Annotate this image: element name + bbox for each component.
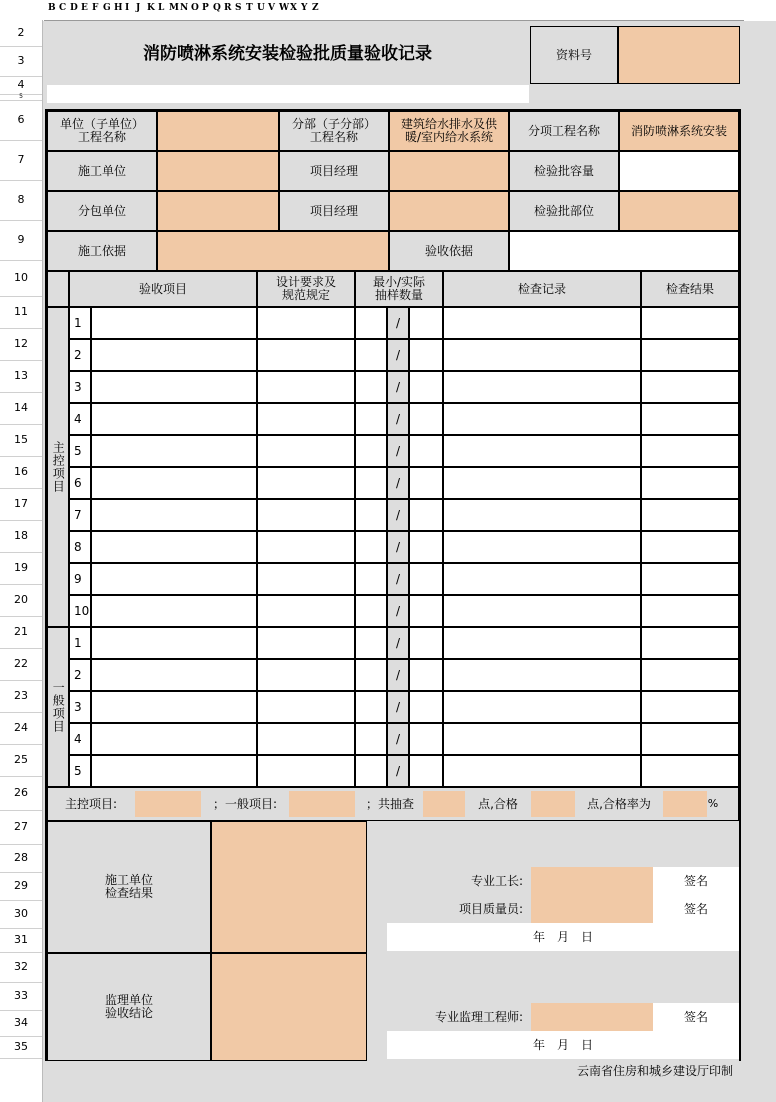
row-index: 6 [69, 467, 91, 499]
sample-slash: / [387, 627, 409, 659]
row-index: 8 [69, 531, 91, 563]
summary-total-field[interactable] [423, 791, 465, 817]
sample-slash: / [387, 595, 409, 627]
row-number[interactable]: 23 [0, 680, 42, 713]
item-name-field[interactable] [91, 531, 257, 563]
result-field[interactable] [641, 595, 739, 627]
row-number[interactable]: 25 [0, 744, 42, 777]
item-name-field[interactable] [91, 467, 257, 499]
engineer-label: 专业监理工程师: [434, 1009, 523, 1024]
design-field[interactable] [257, 467, 355, 499]
result-field[interactable] [641, 563, 739, 595]
summary-main-label: 主控项目: [64, 796, 118, 811]
summary-passed-label: 点,合格 [478, 796, 518, 811]
min-sample-field[interactable] [355, 723, 387, 755]
row-number[interactable]: 33 [0, 982, 42, 1011]
result-field[interactable] [641, 307, 739, 339]
row-index: 10 [69, 595, 91, 627]
design-field[interactable] [257, 339, 355, 371]
column-letter[interactable]: K [147, 3, 155, 13]
sample-slash: / [387, 691, 409, 723]
actual-sample-field[interactable] [409, 691, 443, 723]
column-letter[interactable]: F [92, 3, 99, 13]
column-header-bar [44, 0, 744, 21]
supervisor-check-label: 监理单位 验收结论 [47, 953, 211, 1061]
record-field[interactable] [443, 691, 641, 723]
summary-total-label: ；共抽查 [365, 796, 414, 811]
design-field[interactable] [257, 691, 355, 723]
design-field[interactable] [257, 403, 355, 435]
actual-sample-field[interactable] [409, 755, 443, 787]
design-field[interactable] [257, 531, 355, 563]
acc-basis-field[interactable] [509, 231, 739, 271]
record-field[interactable] [443, 531, 641, 563]
design-field[interactable] [257, 755, 355, 787]
min-sample-field[interactable] [355, 691, 387, 723]
result-field[interactable] [641, 627, 739, 659]
result-field[interactable] [641, 723, 739, 755]
summary-main-field[interactable] [135, 791, 201, 817]
qc-field[interactable] [531, 895, 653, 923]
item-name-field[interactable] [91, 627, 257, 659]
actual-sample-field[interactable] [409, 595, 443, 627]
column-letter[interactable]: Z [312, 3, 319, 13]
result-field[interactable] [641, 403, 739, 435]
sample-slash: / [387, 499, 409, 531]
column-letter[interactable]: U [257, 3, 265, 13]
corner-cell [47, 271, 69, 307]
constructor-field[interactable] [157, 151, 279, 191]
record-field[interactable] [443, 371, 641, 403]
column-letter[interactable]: S [235, 3, 242, 13]
min-sample-field[interactable] [355, 659, 387, 691]
row-number[interactable]: 35 [0, 1036, 42, 1059]
actual-sample-field[interactable] [409, 627, 443, 659]
constructor-date[interactable]: 年 月 日 [387, 923, 739, 951]
capacity-field[interactable] [619, 151, 739, 191]
qc-sign[interactable]: 签名 [653, 895, 739, 923]
row-index: 5 [69, 435, 91, 467]
row-number[interactable]: 13 [0, 360, 42, 393]
actual-sample-field[interactable] [409, 307, 443, 339]
row-number[interactable]: 34 [0, 1010, 42, 1037]
summary-percent: % [707, 797, 719, 811]
result-field[interactable] [641, 499, 739, 531]
actual-sample-field[interactable] [409, 339, 443, 371]
design-field[interactable] [257, 307, 355, 339]
min-sample-field[interactable] [355, 371, 387, 403]
column-letter[interactable]: C [59, 3, 67, 13]
capacity-label: 检验批容量 [509, 151, 619, 191]
record-field[interactable] [443, 723, 641, 755]
item-name-field[interactable] [91, 691, 257, 723]
sample-slash: / [387, 563, 409, 595]
row-index: 7 [69, 499, 91, 531]
sheet [43, 21, 776, 1102]
header-result: 检查结果 [641, 271, 739, 307]
row-index: 3 [69, 371, 91, 403]
row-index: 2 [69, 339, 91, 371]
row-header-bar [0, 20, 43, 1102]
record-field[interactable] [443, 563, 641, 595]
sample-slash: / [387, 755, 409, 787]
general-label [47, 627, 69, 787]
summary-rate-label: 点,合格率为 [587, 796, 651, 811]
min-sample-field[interactable] [355, 467, 387, 499]
record-field[interactable] [443, 659, 641, 691]
record-field[interactable] [443, 755, 641, 787]
row-index: 1 [69, 307, 91, 339]
basis-field[interactable] [157, 231, 389, 271]
column-letter[interactable]: O [191, 3, 199, 13]
min-sample-field[interactable] [355, 755, 387, 787]
row-number[interactable]: 4 [0, 76, 42, 95]
row-number[interactable]: 19 [0, 552, 42, 585]
foreman-label: 专业工长: [470, 873, 523, 888]
pm-label-2: 项目经理 [279, 191, 389, 231]
item-name-field[interactable] [91, 595, 257, 627]
actual-sample-field[interactable] [409, 499, 443, 531]
min-sample-field[interactable] [355, 339, 387, 371]
part-field[interactable] [619, 191, 739, 231]
actual-sample-field[interactable] [409, 659, 443, 691]
header-record: 检查记录 [443, 271, 641, 307]
column-letter[interactable]: B [48, 3, 56, 13]
main-control-text: 主控项目 [51, 441, 66, 493]
row-number[interactable]: 2 [0, 20, 42, 47]
row-index: 4 [69, 723, 91, 755]
column-letter[interactable]: P [202, 3, 209, 13]
item-name-field[interactable] [91, 723, 257, 755]
supervisor-date[interactable]: 年 月 日 [387, 1031, 739, 1059]
actual-sample-field[interactable] [409, 531, 443, 563]
row-number[interactable]: 3 [0, 46, 42, 77]
record-field[interactable] [443, 499, 641, 531]
row-index: 1 [69, 627, 91, 659]
sample-slash: / [387, 435, 409, 467]
min-sample-field[interactable] [355, 435, 387, 467]
result-field[interactable] [641, 755, 739, 787]
pm-label-1: 项目经理 [279, 151, 389, 191]
row-index: 3 [69, 691, 91, 723]
row-number[interactable]: 5 [0, 94, 42, 101]
result-field[interactable] [641, 659, 739, 691]
actual-sample-field[interactable] [409, 563, 443, 595]
engineer-sign[interactable]: 签名 [653, 1003, 739, 1031]
engineer-field[interactable] [531, 1003, 653, 1031]
column-letter[interactable]: Y [301, 3, 308, 13]
summary-general-field[interactable] [289, 791, 355, 817]
row-number[interactable]: 7 [0, 140, 42, 181]
column-letter[interactable]: N [180, 3, 189, 13]
unit-project-field[interactable] [157, 111, 279, 151]
supervisor-check-field[interactable] [211, 953, 367, 1061]
item-name-field[interactable] [91, 435, 257, 467]
column-letter[interactable]: J [136, 3, 141, 13]
qc-label: 项目质量员: [458, 901, 523, 916]
foreman-sign[interactable]: 签名 [653, 867, 739, 895]
actual-sample-field[interactable] [409, 371, 443, 403]
row-number[interactable]: 26 [0, 776, 42, 811]
column-letter[interactable]: M [169, 3, 179, 13]
row-number[interactable]: 12 [0, 328, 42, 361]
sample-slash: / [387, 371, 409, 403]
actual-sample-field[interactable] [409, 467, 443, 499]
item-name-field[interactable] [91, 307, 257, 339]
row-number[interactable]: 6 [0, 100, 42, 141]
row-number[interactable]: 9 [0, 220, 42, 261]
main-control-label [47, 307, 69, 627]
row-number[interactable]: 11 [0, 296, 42, 329]
record-field[interactable] [443, 435, 641, 467]
sub-project-label: 分部（子分部） 工程名称 [279, 111, 389, 151]
row-index: 2 [69, 659, 91, 691]
sample-slash: / [387, 307, 409, 339]
row-number[interactable]: 8 [0, 180, 42, 221]
column-letter[interactable]: I [125, 3, 130, 13]
item-name-field[interactable] [91, 339, 257, 371]
sample-slash: / [387, 467, 409, 499]
row-number[interactable]: 10 [0, 260, 42, 297]
row-number[interactable]: 30 [0, 900, 42, 929]
row-number[interactable]: 22 [0, 648, 42, 681]
pm-field-1[interactable] [389, 151, 509, 191]
row-number[interactable]: 31 [0, 928, 42, 953]
column-letter[interactable]: Q [213, 3, 221, 13]
min-sample-field[interactable] [355, 531, 387, 563]
row-number[interactable]: 24 [0, 712, 42, 745]
row-number[interactable]: 32 [0, 952, 42, 983]
design-field[interactable] [257, 659, 355, 691]
general-text: 一般项目 [51, 681, 66, 733]
column-letter[interactable]: T [246, 3, 253, 13]
row-number[interactable]: 17 [0, 488, 42, 521]
row-number[interactable]: 27 [0, 810, 42, 845]
actual-sample-field[interactable] [409, 435, 443, 467]
sample-slash: / [387, 403, 409, 435]
row-index: 5 [69, 755, 91, 787]
column-letter[interactable]: R [224, 3, 232, 13]
page-title: 消防喷淋系统安装检验批质量验收记录 [47, 26, 528, 84]
constructor-check-field[interactable] [211, 821, 367, 953]
unit-project-label: 单位（子单位） 工程名称 [47, 111, 157, 151]
column-letter[interactable]: G [103, 3, 111, 13]
item-name-field[interactable] [91, 563, 257, 595]
design-field[interactable] [257, 435, 355, 467]
row-index: 9 [69, 563, 91, 595]
record-field[interactable] [443, 307, 641, 339]
result-field[interactable] [641, 691, 739, 723]
column-letter[interactable]: W [279, 3, 290, 13]
design-field[interactable] [257, 723, 355, 755]
column-letter[interactable]: D [70, 3, 78, 13]
blank-row [47, 85, 529, 103]
column-letter[interactable]: L [158, 3, 165, 13]
row-number[interactable]: 15 [0, 424, 42, 457]
header-item: 验收项目 [69, 271, 257, 307]
min-sample-field[interactable] [355, 307, 387, 339]
row-number[interactable]: 14 [0, 392, 42, 425]
design-field[interactable] [257, 595, 355, 627]
design-field[interactable] [257, 627, 355, 659]
row-number[interactable]: 28 [0, 844, 42, 873]
column-letter[interactable]: X [290, 3, 297, 13]
part-label: 检验批部位 [509, 191, 619, 231]
row-number[interactable]: 16 [0, 456, 42, 489]
item-name-field[interactable] [91, 371, 257, 403]
basis-label: 施工依据 [47, 231, 157, 271]
result-field[interactable] [641, 531, 739, 563]
item-name-field[interactable] [91, 659, 257, 691]
item-name-field[interactable] [91, 403, 257, 435]
summary-general-label: ；一般项目: [212, 796, 278, 811]
column-letter[interactable]: H [114, 3, 123, 13]
record-field[interactable] [443, 403, 641, 435]
summary-rate-field[interactable] [663, 791, 707, 817]
subcontractor-label: 分包单位 [47, 191, 157, 231]
footer-text: 云南省住房和城乡建设厅印制 [576, 1064, 733, 1078]
pm-field-2[interactable] [389, 191, 509, 231]
record-field[interactable] [443, 339, 641, 371]
sample-slash: / [387, 723, 409, 755]
foreman-field[interactable] [531, 867, 653, 895]
constructor-label: 施工单位 [47, 151, 157, 191]
row-number[interactable]: 29 [0, 872, 42, 901]
result-field[interactable] [641, 435, 739, 467]
form-frame [45, 109, 741, 1061]
result-field[interactable] [641, 339, 739, 371]
header-design: 设计要求及 规范规定 [257, 271, 355, 307]
row-number[interactable]: 21 [0, 616, 42, 649]
design-field[interactable] [257, 563, 355, 595]
actual-sample-field[interactable] [409, 403, 443, 435]
sample-slash: / [387, 659, 409, 691]
record-field[interactable] [443, 467, 641, 499]
sample-slash: / [387, 531, 409, 563]
record-field[interactable] [443, 595, 641, 627]
min-sample-field[interactable] [355, 403, 387, 435]
design-field[interactable] [257, 371, 355, 403]
constructor-check-label: 施工单位 检查结果 [47, 821, 211, 953]
sample-slash: / [387, 339, 409, 371]
acc-basis-label: 验收依据 [389, 231, 509, 271]
result-field[interactable] [641, 467, 739, 499]
doc-no-field[interactable] [618, 26, 740, 84]
min-sample-field[interactable] [355, 595, 387, 627]
column-letter[interactable]: E [81, 3, 88, 13]
record-field[interactable] [443, 627, 641, 659]
summary-passed-field[interactable] [531, 791, 575, 817]
item-name-field[interactable] [91, 755, 257, 787]
header-sample: 最小/实际 抽样数量 [355, 271, 443, 307]
min-sample-field[interactable] [355, 563, 387, 595]
row-number[interactable]: 20 [0, 584, 42, 617]
result-field[interactable] [641, 371, 739, 403]
row-number[interactable]: 18 [0, 520, 42, 553]
row-index: 4 [69, 403, 91, 435]
min-sample-field[interactable] [355, 627, 387, 659]
item-project-value: 消防喷淋系统安装 [619, 111, 739, 151]
min-sample-field[interactable] [355, 499, 387, 531]
item-project-label: 分项工程名称 [509, 111, 619, 151]
item-name-field[interactable] [91, 499, 257, 531]
sub-project-value: 建筑给水排水及供 暖/室内给水系统 [389, 111, 509, 151]
doc-no-label: 资料号 [530, 26, 618, 84]
actual-sample-field[interactable] [409, 723, 443, 755]
design-field[interactable] [257, 499, 355, 531]
column-letter[interactable]: V [268, 3, 275, 13]
subcontractor-field[interactable] [157, 191, 279, 231]
